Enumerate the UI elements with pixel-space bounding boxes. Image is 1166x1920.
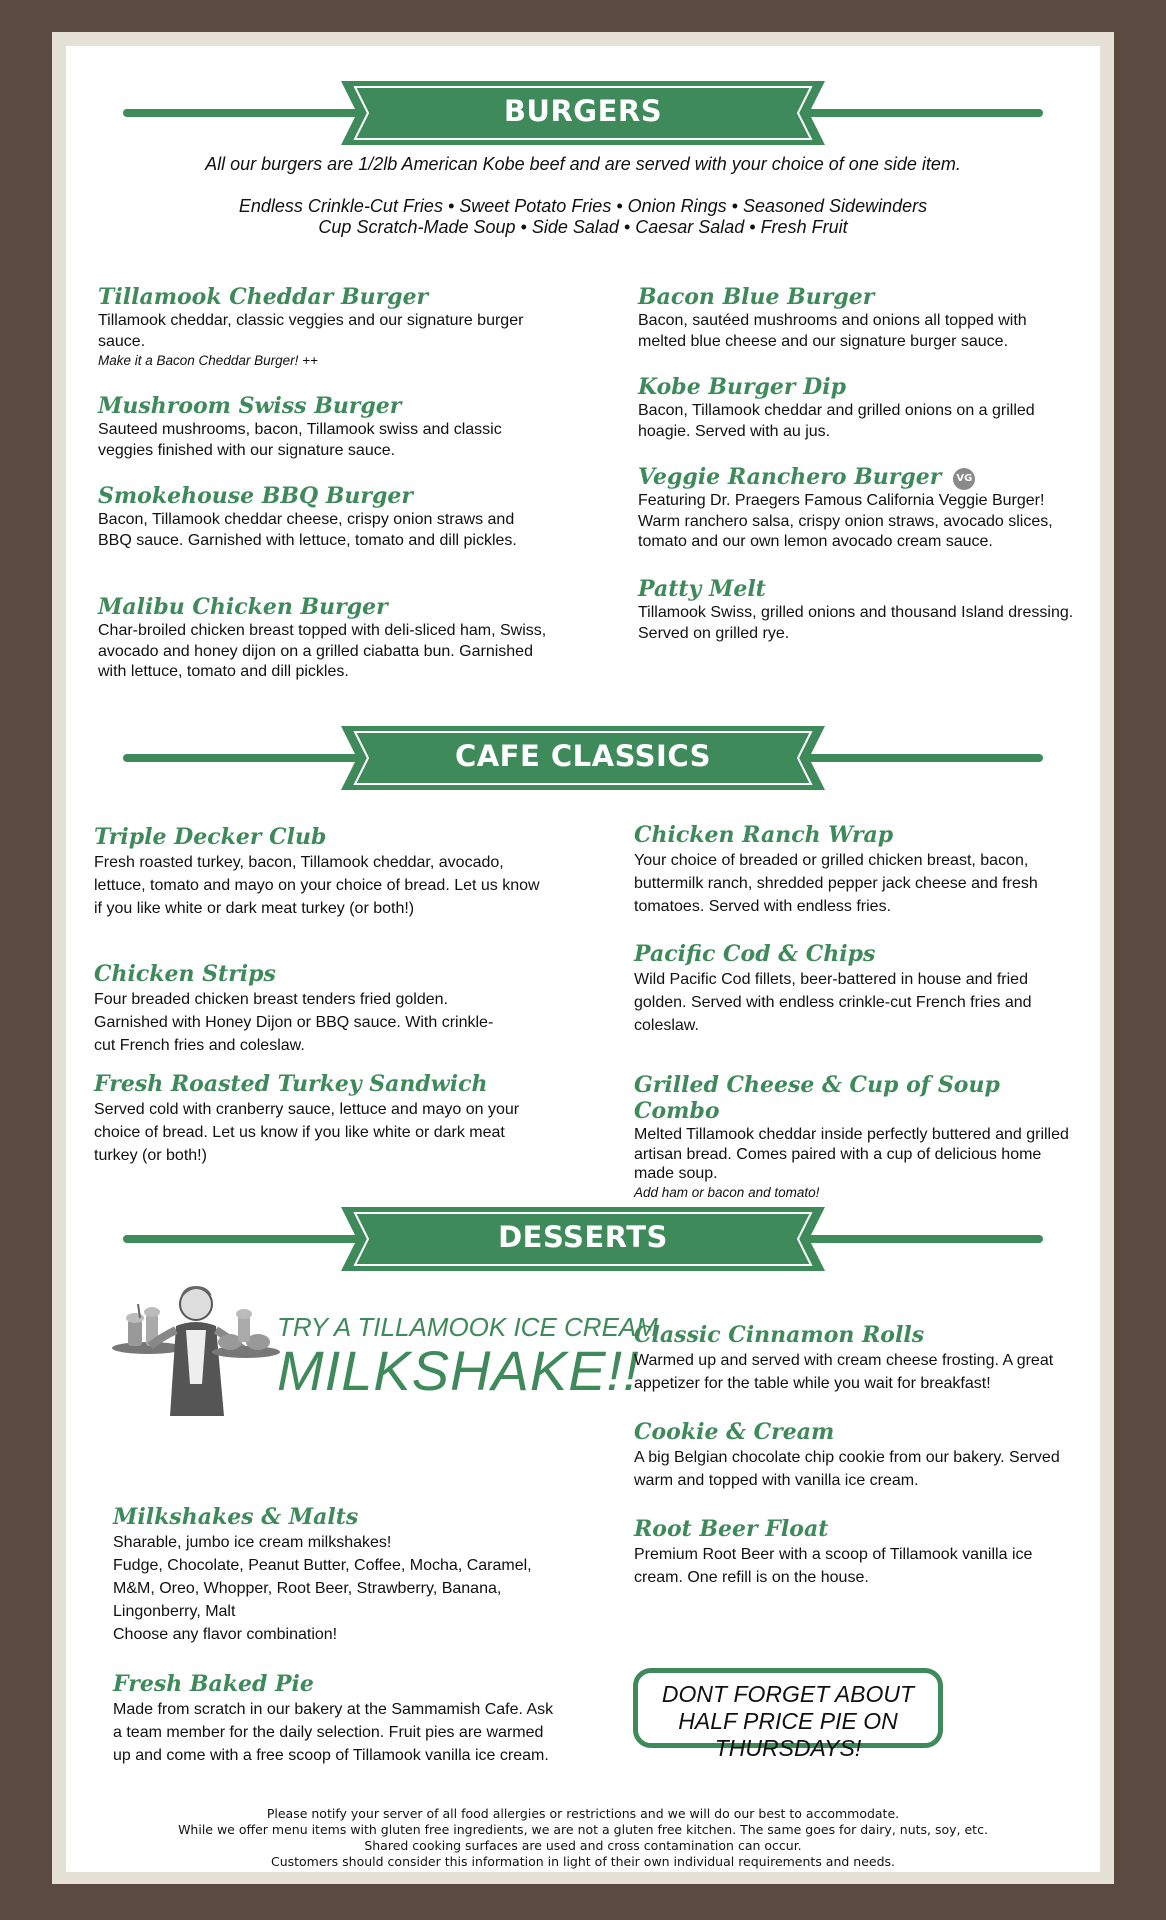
item-name: Root Beer Float (634, 1516, 829, 1542)
item-name: Classic Cinnamon Rolls (634, 1322, 925, 1348)
sides-line-1: Endless Crinkle-Cut Fries • Sweet Potato Fries • Onion Rings • Seasoned Sidewinders (238, 196, 928, 216)
item-description: Tillamook cheddar, classic veggies and our signature burger sauce. (98, 312, 524, 350)
item-name: Fresh Roasted Turkey Sandwich (94, 1071, 488, 1097)
section-title: DESSERTS (498, 1220, 668, 1254)
item-name: Kobe Burger Dip (638, 374, 846, 400)
footer-line: While we offer menu items with gluten free ingredients, we are not a gluten free kitchen. The same goes for dairy, nuts, soy, etc. (178, 1822, 988, 1837)
section-title: BURGERS (503, 94, 663, 128)
item-name: Cookie & Cream (634, 1419, 835, 1445)
item-description: Bacon, Tillamook cheddar and grilled onions on a grilled hoagie. Served with au jus. (638, 402, 1035, 440)
footer-line: Customers should consider this information in light of their own individual requirements and needs. (270, 1854, 896, 1869)
item-name: Bacon Blue Burger (638, 284, 875, 310)
item-name: Chicken Strips (94, 961, 276, 987)
promo-title: MILKSHAKE!! (277, 1339, 640, 1402)
item-name: Milkshakes & Malts (113, 1504, 359, 1530)
item-description: Tillamook Swiss, grilled onions and thousand Island dressing. Served on grilled rye. (638, 604, 1074, 642)
item-name: Pacific Cod & Chips (634, 941, 876, 967)
menu-item (113, 1504, 573, 1646)
item-description: Sharable, jumbo ice cream milkshakes! (113, 1534, 392, 1551)
item-note: Choose any flavor combination! (113, 1626, 338, 1643)
item-description: Your choice of breaded or grilled chicken breast, bacon, buttermilk ranch, shredded pepper jack cheese and fresh tomatoes. Served with endless fries. (634, 852, 1038, 915)
item-name: Smokehouse BBQ Burger (98, 483, 413, 509)
menu-item (98, 284, 528, 369)
item-description: Bacon, Tillamook cheddar cheese, crispy onion straws and BBQ sauce. Garnished with lettuce, tomato and dill pickles. (98, 511, 517, 549)
section-banner-cafe-classics (66, 723, 1100, 793)
item-description: Wild Pacific Cod fillets, beer-battered in house and fried golden. Served with endless crinkle-cut French fries and coleslaw. (634, 971, 1032, 1034)
item-name: Mushroom Swiss Burger (98, 393, 402, 419)
menu-item (98, 594, 548, 683)
menu-item (94, 1071, 544, 1167)
promo-subtitle: TRY A TILLAMOOK ICE CREAM (277, 1312, 658, 1342)
menu-item (638, 374, 1078, 442)
menu-item (638, 576, 1078, 644)
item-name: Triple Decker Club (94, 824, 327, 850)
item-description: Fresh roasted turkey, bacon, Tillamook cheddar, avocado, lettuce, tomato and mayo on your choice of bread. Let us know if you like white or dark meat turkey (or both!) (94, 854, 540, 917)
menu-item (638, 464, 1088, 553)
item-name: Grilled Cheese & Cup of Soup Combo (634, 1072, 1000, 1124)
menu-item (94, 824, 544, 920)
waitress-illustration (110, 1274, 280, 1418)
item-description: Bacon, sautéed mushrooms and onions all topped with melted blue cheese and our signature burger sauce. (638, 312, 1027, 350)
item-name: Malibu Chicken Burger (98, 594, 388, 620)
menu-item (113, 1671, 563, 1767)
item-name-text: Veggie Ranchero Burger (638, 464, 942, 490)
item-description: Served cold with cranberry sauce, lettuce and mayo on your choice of bread. Let us know if you like white or dark meat turkey (or both!) (94, 1101, 520, 1164)
item-name (638, 464, 1088, 490)
item-description: Melted Tillamook cheddar inside perfectly buttered and grilled artisan bread. Comes paired with a cup of delicious home made soup. (634, 1126, 1069, 1182)
section-title: CAFE CLASSICS (454, 739, 712, 773)
item-name: Patty Melt (638, 576, 766, 602)
item-name: Chicken Ranch Wrap (634, 822, 894, 848)
half-price-pie-callout: DONT FORGET ABOUT HALF PRICE PIE ON THURSDAYS! (633, 1668, 943, 1748)
vegetarian-badge: VG (953, 468, 975, 490)
item-description: A big Belgian chocolate chip cookie from our bakery. Served warm and topped with vanilla ice cream. (634, 1449, 1060, 1489)
item-note: Add ham or bacon and tomato! (634, 1184, 820, 1200)
item-description: Made from scratch in our bakery at the Sammamish Cafe. Ask a team member for the daily selection. Fruit pies are warmed up and come with a free scoop of Tillamook vanilla ice cream. (113, 1701, 554, 1764)
item-name: Fresh Baked Pie (113, 1671, 314, 1697)
item-note: Make it a Bacon Cheddar Burger! ++ (98, 353, 318, 368)
menu-item (98, 393, 528, 461)
item-name: Tillamook Cheddar Burger (98, 284, 429, 310)
menu-item (634, 941, 1084, 1037)
menu-page (66, 46, 1100, 1872)
item-description: Char-broiled chicken breast topped with deli-sliced ham, Swiss, avocado and honey dijon on a grilled ciabatta bun. Garnished with lettuce, tomato and dill pickles. (98, 622, 547, 680)
footer-line: Please notify your server of all food allergies or restrictions and we will do our best to accommodate. (266, 1806, 900, 1821)
menu-item (94, 961, 514, 1057)
item-description: Four breaded chicken breast tenders fried golden. Garnished with Honey Dijon or BBQ sauce. With crinkle-cut French fries and coleslaw. (94, 991, 494, 1054)
menu-item (634, 1419, 1084, 1492)
item-description: Featuring Dr. Praegers Famous California Veggie Burger! Warm ranchero salsa, crispy onion straws, avocado slices, tomato and our own lemon avocado cream sauce. (638, 492, 1053, 550)
item-description: Warmed up and served with cream cheese frosting. A great appetizer for the table while you wait for breakfast! (634, 1352, 1054, 1392)
sides-line-2: Cup Scratch-Made Soup • Side Salad • Caesar Salad • Fresh Fruit (318, 217, 848, 237)
menu-item (634, 1516, 1084, 1589)
menu-item (634, 822, 1084, 918)
item-description: Sauteed mushrooms, bacon, Tillamook swiss and classic veggies finished with our signature sauce. (98, 421, 502, 459)
item-description: Premium Root Beer with a scoop of Tillamook vanilla ice cream. One refill is on the house. (634, 1546, 1033, 1586)
section-banner-burgers (66, 78, 1100, 148)
burgers-intro: All our burgers are 1/2lb American Kobe beef and are served with your choice of one side item. (205, 154, 961, 174)
menu-item (638, 284, 1078, 352)
menu-item (634, 1072, 1084, 1201)
menu-item (634, 1322, 1084, 1395)
section-banner-desserts (66, 1204, 1100, 1274)
menu-item (98, 483, 528, 551)
allergy-notice (66, 1806, 1100, 1870)
footer-line: Shared cooking surfaces are used and cross contamination can occur. (364, 1838, 802, 1853)
item-flavors: Fudge, Chocolate, Peanut Butter, Coffee, Mocha, Caramel, M&M, Oreo, Whopper, Root Beer, Strawberry, Banana, Lingonberry, Malt (113, 1557, 532, 1620)
